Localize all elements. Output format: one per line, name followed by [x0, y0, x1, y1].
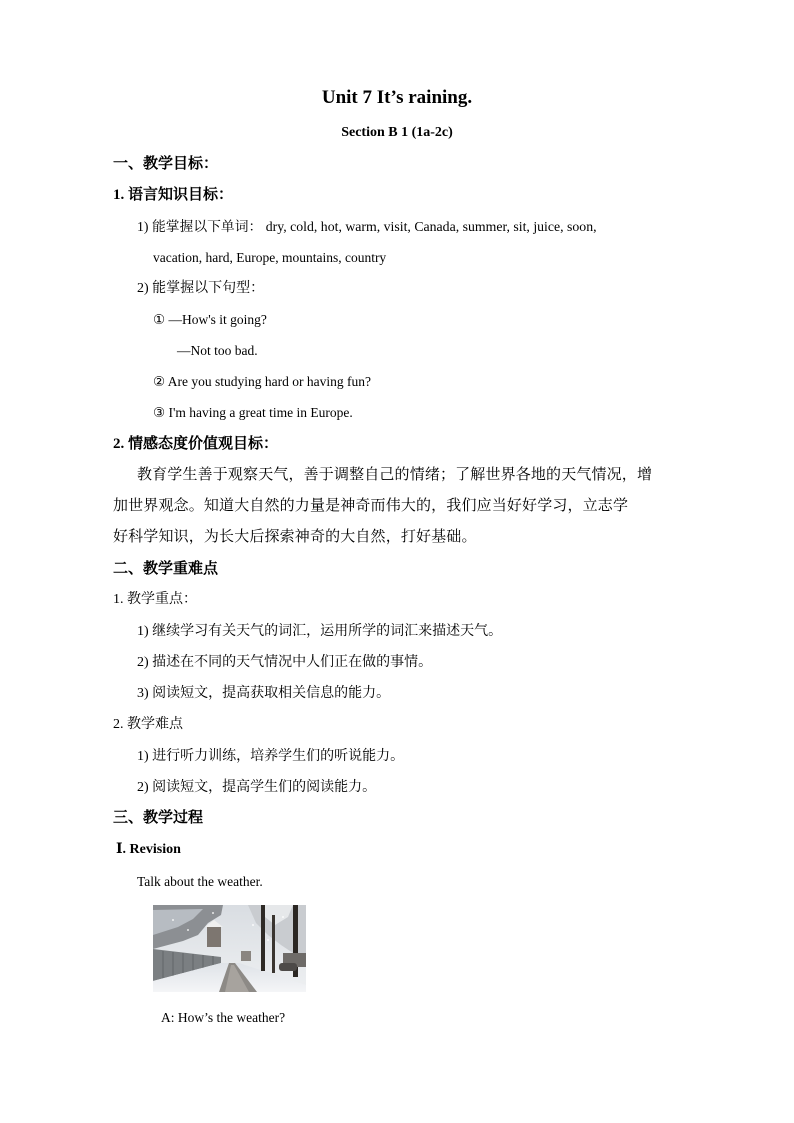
section-heading-key-points: 二、教学重难点 [113, 561, 219, 577]
dialog-line-a: A: How’s the weather? [161, 1010, 286, 1025]
subheading-values: 2. 情感态度价值观目标： [113, 436, 279, 452]
page-title: Unit 7 It’s raining. [321, 87, 473, 108]
revision-instruction: Talk about the weather. [137, 874, 263, 889]
values-para-line-1: 教育学生善于观察天气，善于调整自己的情绪；了解世界各地的天气情况，增 [137, 467, 653, 483]
step-revision-heading: Ⅰ. Revision [116, 842, 181, 857]
snowy-street-photo [153, 905, 306, 992]
section-heading-objectives: 一、教学目标： [113, 156, 219, 172]
values-para-line-2: 加世界观念。知道大自然的力量是神奇而伟大的，我们应当好好学习，立志学 [113, 498, 629, 514]
sentence-1b: —Not too bad. [177, 343, 258, 358]
key-points-heading: 1. 教学重点： [113, 592, 197, 607]
difficulty-2: 2) 阅读短文，提高学生们的阅读能力。 [137, 780, 377, 795]
key-point-3: 3) 阅读短文，提高获取相关信息的能力。 [137, 686, 391, 701]
values-para-line-3: 好科学知识，为长大后探索神奇的大自然，打好基础。 [113, 529, 477, 545]
page-subtitle: Section B 1 (1a-2c) [341, 125, 453, 140]
key-point-2: 2) 描述在不同的天气情况中人们正在做的事情。 [137, 655, 433, 670]
sentence-1a: ① —How's it going? [153, 312, 267, 327]
key-point-1: 1) 继续学习有关天气的词汇，运用所学的词汇来描述天气。 [137, 624, 503, 639]
sentence-3: ③ I'm having a great time in Europe. [153, 405, 353, 420]
difficulty-1: 1) 进行听力训练，培养学生们的听说能力。 [137, 749, 405, 764]
vocab-line-2: vacation, hard, Europe, mountains, country [153, 250, 387, 265]
sentence-2: ② Are you studying hard or having fun? [153, 374, 371, 389]
subheading-language-knowledge: 1. 语言知识目标： [113, 187, 234, 203]
section-heading-process: 三、教学过程 [113, 810, 204, 826]
difficulties-heading: 2. 教学难点 [113, 717, 183, 732]
sentence-patterns-label: 2) 能掌握以下句型： [137, 281, 265, 296]
vocab-line-1: 1) 能掌握以下单词： dry, cold, hot, warm, visit, Canada, summer, sit, juice, soon, [137, 219, 597, 234]
